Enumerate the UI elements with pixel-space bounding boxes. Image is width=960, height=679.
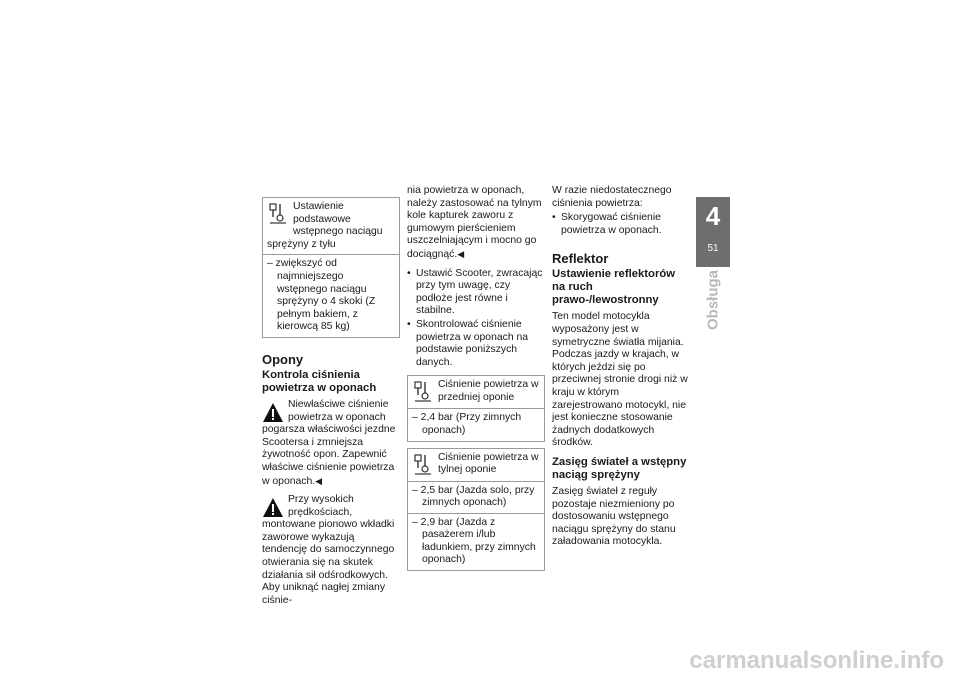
page-number: 51 [707,243,719,254]
end-mark-icon: ◀ [457,248,465,259]
body-paragraph: Ten model motocykla wyposażony jest w symetryczne światła mijania. Podczas jazdy w krajach, w których jeździ się po przeciwnej stronie drogi niż w kraju w którym zarejestrowano motocykl, nie jest konieczne stosowanie żadnych dodatkowych środków. [552,311,688,449]
spec-box-header [408,376,544,409]
spec-box-heading: Ustawienie podstawowe wstępnego naciągu sprężyny z tyłu [267,201,383,250]
list-item: • Skontrolować ciśnienie powietrza w oponach na podstawie poniższych danych. [407,319,545,369]
wrench-gauge-icon [412,452,434,478]
wrench-gauge-icon [412,379,434,405]
chapter-tab [696,197,730,267]
wrench-gauge-icon [267,201,289,227]
spec-box-row: – 2,5 bar (Jazda solo, przy zimnych oponach) [408,482,544,514]
spec-value: 2,9 bar (Jazda z pasażerem i/lub ładunkiem, przy zimnych oponach) [420,516,536,566]
watermark: carmanualsonline.info [689,647,944,674]
heading-tyre-pressure: Kontrola ciśnienia powietrza w oponach [262,368,377,394]
front-tyre-pressure-spec-box [407,375,545,441]
bullet-list [407,268,545,370]
warning-text: Przy wysokich prędkościach, montowane pionowo wkładki zaworowe wykazują tendencję do samoczynnego otwierania się na skutek działania sił odśrodkowych. [262,494,395,581]
chapter-number: 4 [705,201,721,231]
warning-triangle-icon [262,497,284,519]
spec-box-heading: Ciśnienie powietrza w przedniej oponie [438,379,539,403]
heading-headlight-range: Zasięg świateł a wstępny naciąg sprężyny [552,455,687,481]
spring-preload-spec-box [262,197,400,338]
body-paragraph [407,185,545,262]
end-mark-icon: ◀ [315,475,323,486]
heading-tyres: Opony [262,351,304,367]
warning-triangle-icon [262,402,284,424]
warning-block-valves [262,494,400,607]
heading-headlight-adjust: Ustawienie reflektorów na ruch prawo-/lewostronny [552,268,676,307]
paragraph-text: nia powietrza w oponach, należy zastosować na tylnym kole kapturek zaworu z gumowym pierścieniem uszczelniającym i mocno go dociągnąć. [407,185,542,260]
column-middle [407,185,545,577]
body-paragraph: Aby uniknąć nagłej zmiany ciśnie- [262,582,386,606]
warning-text: Niewłaściwe ciśnienie powietrza w oponach pogarsza właściwości jezdne Scootersa i zmniejsza żywotność opon. Zapewnić właściwe ciśnienie powietrza w oponach. [262,398,396,487]
spec-box-header [263,198,399,255]
list-item: • Ustawić Scooter, zwracając przy tym uwagę, czy podłoże jest równe i stabilne. [407,268,545,318]
warning-block-pressure [262,399,400,488]
body-paragraph: W razie niedostatecznego ciśnienia powietrza: [552,185,672,209]
heading-reflector: Reflektor [552,251,609,267]
spec-box-row: – zwiększyć od najmniejszego wstępnego naciągu sprężyny o 4 skoki (Z pełnym bakiem, z kierowcą 85 kg) [267,258,376,333]
spec-box-row: – 2,4 bar (Przy zimnych oponach) [412,412,522,436]
bullet-list [552,212,690,237]
spec-box-header [408,449,544,482]
column-right [552,185,690,555]
column-left [262,197,400,613]
list-item: • Skorygować ciśnienie powietrza w oponach. [552,212,690,237]
spec-value: 2,5 bar (Jazda solo, przy zimnych oponach) [420,484,535,509]
spec-value: zwiększyć od najmniejszego wstępnego naciągu sprężyny o 4 skoki (Z pełnym bakiem, z kierowcą 85 kg) [275,258,376,333]
body-paragraph: Zasięg świateł z reguły pozostaje niezmieniony po dostosowaniu wstępnego naciągu sprężyny do stanu załadowania motocykla. [552,485,676,548]
spec-value: 2,4 bar (Przy zimnych oponach) [420,412,522,436]
rear-tyre-pressure-spec-box [407,448,545,572]
section-label: Obsługa [704,269,722,331]
spec-box-heading: Ciśnienie powietrza w tylnej oponie [438,451,539,476]
spec-box-row: – 2,9 bar (Jazda z pasażerem i/lub ładunkiem, przy zimnych oponach) [412,516,536,566]
